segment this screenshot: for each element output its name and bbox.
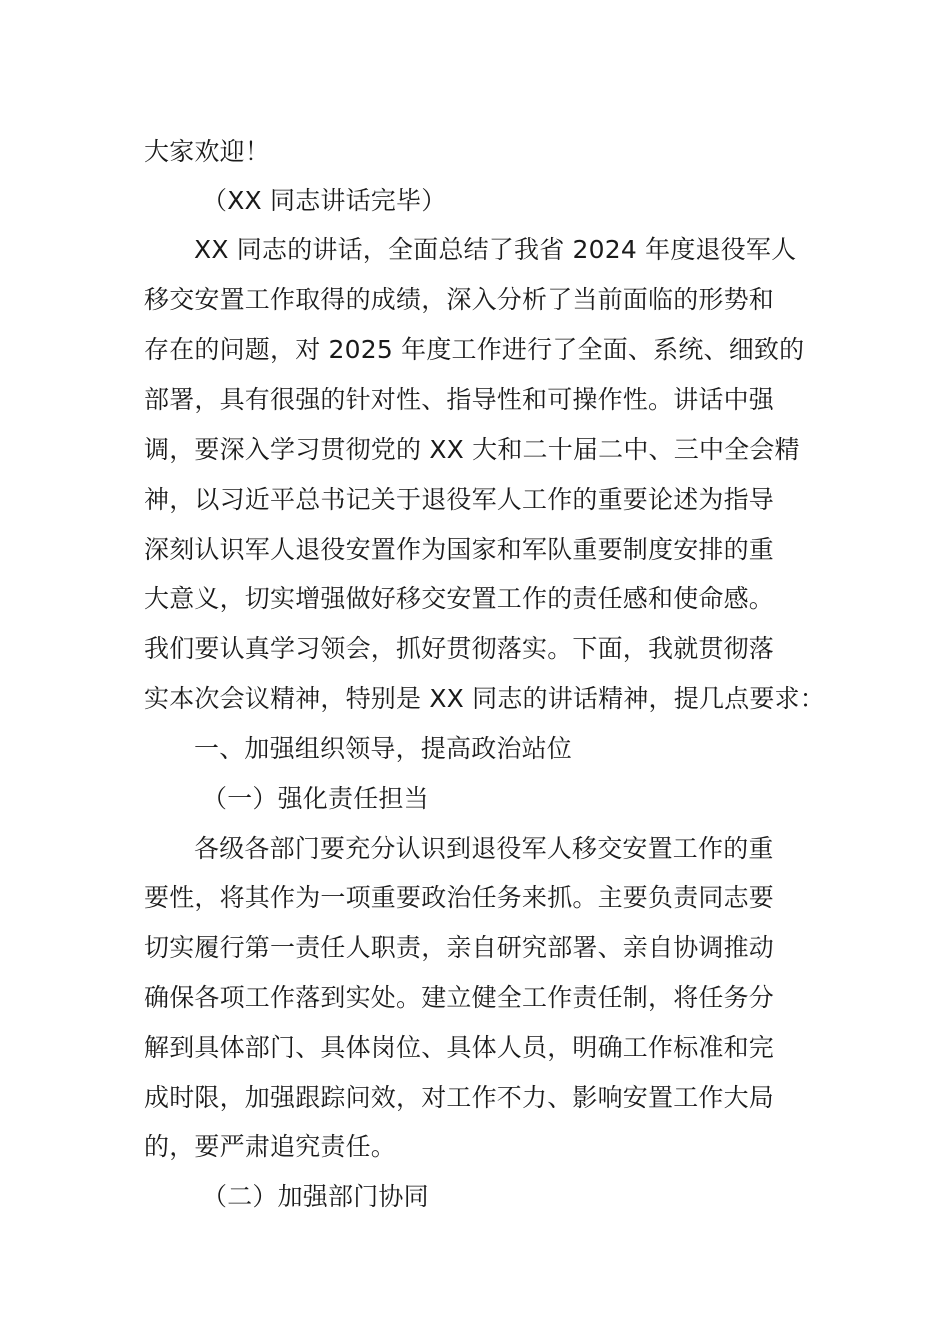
paragraph-line: 存在的问题，对 2025 年度工作进行了全面、系统、细致的 [144,335,805,364]
speech-end-note: （XX 同志讲话完毕） [202,186,447,215]
paragraph-line: 大意义，切实增强做好移交安置工作的责任感和使命感。 [144,584,775,613]
paragraph-line: 解到具体部门、具体岗位、具体人员，明确工作标准和完 [144,1033,775,1062]
paragraph-line: 调，要深入学习贯彻党的 XX 大和二十届二中、三中全会精 [144,435,800,464]
text-line: 大家欢迎！ [144,137,271,166]
paragraph-line: 切实履行第一责任人职责，亲自研究部署、亲自协调推动 [144,933,775,962]
paragraph-line: 各级各部门要充分认识到退役军人移交安置工作的重 [194,834,774,863]
paragraph-line: XX 同志的讲话，全面总结了我省 2024 年度退役军人 [194,235,797,264]
paragraph-line: 我们要认真学习领会，抓好贯彻落实。下面，我就贯彻落 [144,634,775,663]
paragraph-line: 要性，将其作为一项重要政治任务来抓。主要负责同志要 [144,883,775,912]
section-heading: 一、加强组织领导，提高政治站位 [194,734,573,763]
subsection-heading: （一）强化责任担当 [202,784,429,813]
paragraph-line: 成时限，加强跟踪问效，对工作不力、影响安置工作大局 [144,1083,775,1112]
paragraph-line: 深刻认识军人退役安置作为国家和军队重要制度安排的重 [144,535,775,564]
paragraph-line: 部署，具有很强的针对性、指导性和可操作性。讲话中强 [144,385,775,414]
paragraph-line: 神，以习近平总书记关于退役军人工作的重要论述为指导 [144,485,775,514]
paragraph-line: 实本次会议精神，特别是 XX 同志的讲话精神，提几点要求： [144,684,825,713]
paragraph-line: 移交安置工作取得的成绩，深入分析了当前面临的形势和 [144,285,775,314]
paragraph-line: 的，要严肃追究责任。 [144,1132,397,1161]
subsection-heading: （二）加强部门协同 [202,1182,429,1211]
paragraph-line: 确保各项工作落到实处。建立健全工作责任制，将任务分 [144,983,775,1012]
